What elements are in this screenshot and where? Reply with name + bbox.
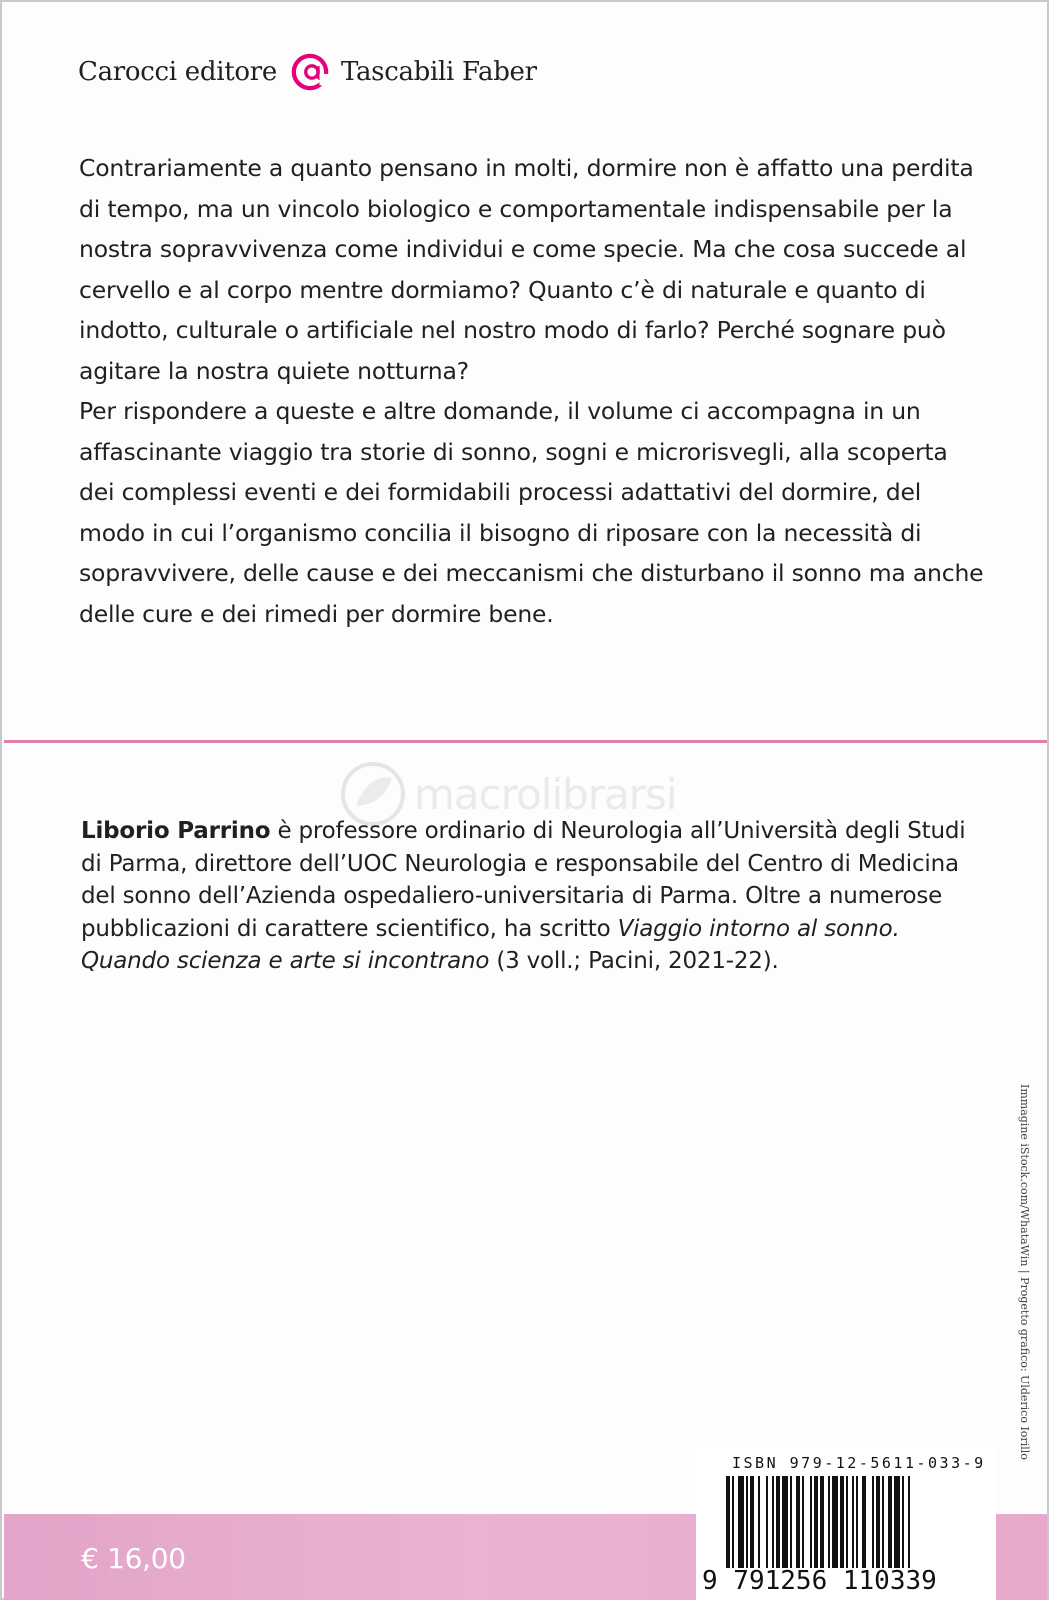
pink-divider bbox=[4, 740, 1047, 743]
blurb-paragraph-2: Per rispondere a queste e altre domande, il volume ci accompagna in un affascinante viaggio tra storie di sonno, sogni e microrisvegli, alla scoperta dei complessi eventi e dei formidabili processi adattativi del dormire, del modo in cui l’organismo concilia il bisogno di riposare con la necessità di sopravvivere, delle cause e dei meccanismi che disturbano il sonno ma anche delle cure e dei rimedi per dormire bene. bbox=[79, 397, 984, 628]
barcode-bars bbox=[726, 1476, 966, 1568]
author-name: Liborio Parrino bbox=[81, 818, 271, 844]
price: € 16,00 bbox=[81, 1542, 186, 1575]
series-name: Tascabili Faber bbox=[340, 57, 537, 87]
author-bio bbox=[81, 815, 991, 978]
watermark-text: macrolibrarsi bbox=[414, 769, 677, 819]
bio-text-1: è professore ordinario di Neurologia all’Università degli Studi di Parma, direttore dell’UOC Neurologia e responsabile del Centro di Medicina del sonno dell’Azienda ospedaliero-universitaria di Parma. Oltre a numerose pubblicazioni di carattere scientifico, ha scritto bbox=[81, 818, 966, 942]
blurb-paragraph-1: Contrariamente a quanto pensano in molti, dormire non è affatto una perdita di tempo, ma un vincolo biologico e comportamentale indispensabile per la nostra sopravvivenza come individui e come specie. Ma che cosa succede al cervello e al corpo mentre dormiamo? Quanto c’è di naturale e quanto di indotto, culturale o artificiale nel nostro modo di farlo? Perché sognare può agitare la nostra quiete notturna? bbox=[79, 154, 974, 385]
back-cover-blurb bbox=[79, 148, 989, 634]
publisher-name: Carocci editore bbox=[78, 57, 277, 87]
at-sign-logo-icon bbox=[291, 53, 329, 91]
isbn-number: ISBN 979-12-5611-033-9 bbox=[732, 1454, 986, 1472]
bio-text-2: (3 voll.; Pacini, 2021-22). bbox=[489, 948, 779, 974]
ean-digits: 9 791256 110339 bbox=[702, 1566, 937, 1596]
book-title: Viaggio intorno al sonno. Quando scienza e arte si incontrano bbox=[81, 915, 900, 974]
image-credits: Immagine iStock.com/WhataWin | Progetto grafico: Ulderico Iorillo bbox=[1018, 1084, 1031, 1460]
publisher-header bbox=[78, 52, 537, 92]
